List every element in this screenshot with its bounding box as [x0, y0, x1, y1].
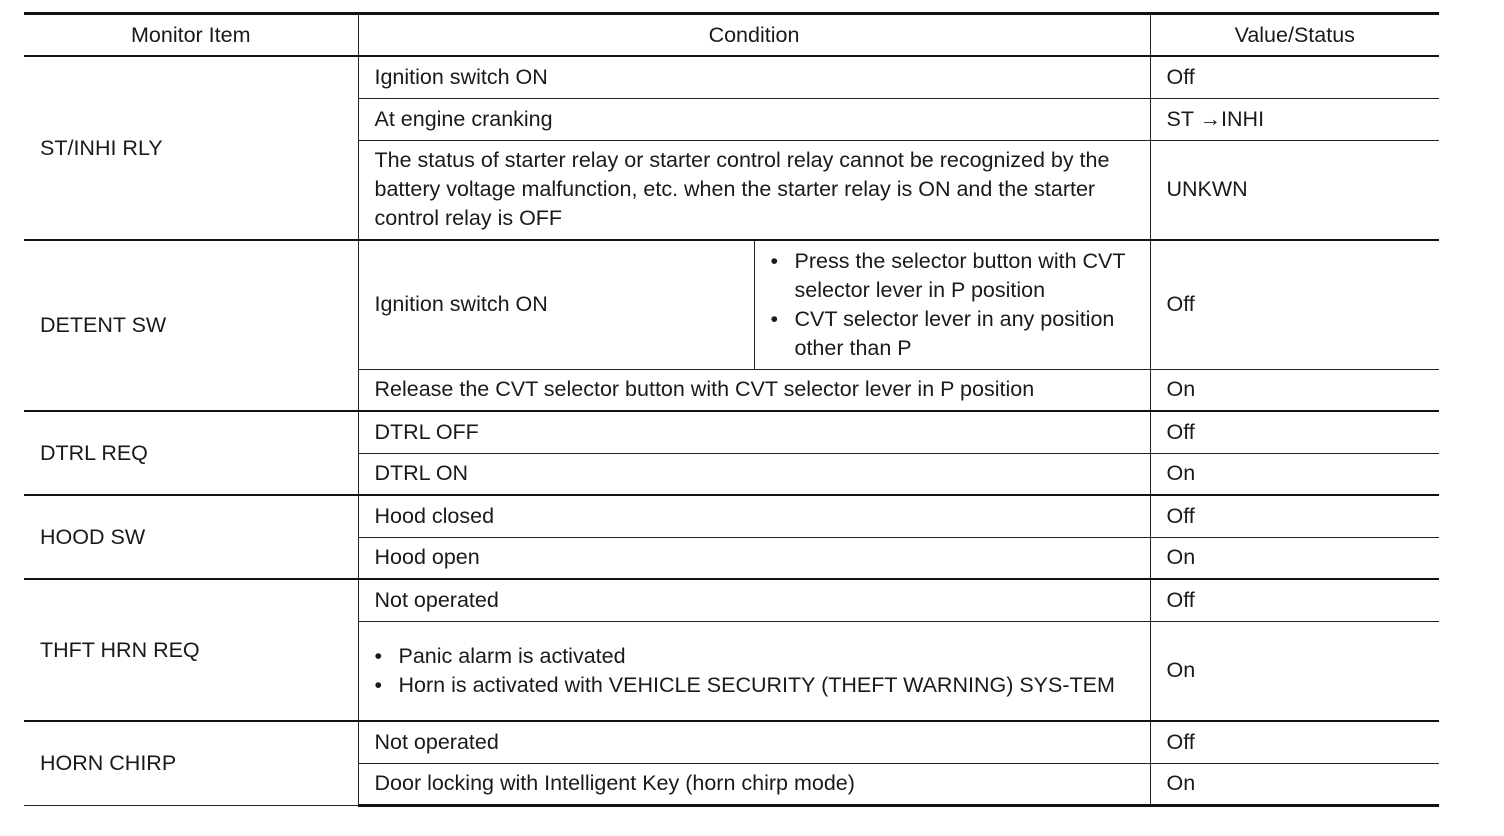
condition-cell: Release the CVT selector button with CVT selector lever in P position [358, 369, 1150, 411]
value-cell: ST →INHI [1150, 98, 1439, 140]
table-row [24, 240, 1439, 369]
value-cell: On [1150, 369, 1439, 411]
value-cell: On [1150, 763, 1439, 805]
value-cell: Off [1150, 721, 1439, 763]
condition-cell [358, 621, 1150, 721]
table-row [24, 495, 1439, 537]
condition-cell: DTRL ON [358, 453, 1150, 495]
condition-cell: Hood open [358, 537, 1150, 579]
monitor-item-document [24, 12, 1439, 807]
value-cell: Off [1150, 240, 1439, 369]
bullet-item: • CVT selector lever in any position other than P [771, 305, 1136, 363]
value-cell: On [1150, 537, 1439, 579]
bullet-item: • Panic alarm is activated [375, 642, 1136, 671]
table-row [24, 411, 1439, 453]
condition-bullet-list [375, 642, 1136, 700]
condition-cell: The status of starter relay or starter control relay cannot be recognized by the battery voltage malfunction, etc. when the starter relay is ON and the starter control relay is OFF [358, 140, 1150, 240]
header-row [24, 14, 1439, 57]
condition-cell: Ignition switch ON [358, 56, 1150, 98]
table-row [24, 721, 1439, 763]
condition-cell: Not operated [358, 579, 1150, 621]
condition-cell: Not operated [358, 721, 1150, 763]
monitor-item-table [24, 12, 1439, 807]
condition-bullet-list [771, 247, 1136, 363]
bullet-item: • Press the selector button with CVT selector lever in P position [771, 247, 1136, 305]
monitor-item-cell: HORN CHIRP [24, 721, 358, 805]
monitor-item-cell: DETENT SW [24, 240, 358, 411]
condition-cell: Door locking with Intelligent Key (horn chirp mode) [358, 763, 1150, 805]
value-cell: Off [1150, 56, 1439, 98]
condition-cell: DTRL OFF [358, 411, 1150, 453]
bullet-item: • Horn is activated with VEHICLE SECURITY (THEFT WARNING) SYS-TEM [375, 671, 1136, 700]
value-cell: Off [1150, 411, 1439, 453]
header-monitor-item: Monitor Item [24, 14, 358, 57]
value-cell: Off [1150, 579, 1439, 621]
condition-detail-cell [754, 240, 1150, 369]
table-row [24, 56, 1439, 98]
header-condition: Condition [358, 14, 1150, 57]
condition-cell: Ignition switch ON [358, 240, 754, 369]
header-value-status: Value/Status [1150, 14, 1439, 57]
value-cell: UNKWN [1150, 140, 1439, 240]
table-row [24, 579, 1439, 621]
monitor-item-cell: DTRL REQ [24, 411, 358, 495]
condition-cell: Hood closed [358, 495, 1150, 537]
monitor-item-cell: ST/INHI RLY [24, 56, 358, 240]
value-cell: On [1150, 621, 1439, 721]
monitor-item-cell: THFT HRN REQ [24, 579, 358, 721]
value-cell: Off [1150, 495, 1439, 537]
monitor-item-cell: HOOD SW [24, 495, 358, 579]
value-cell: On [1150, 453, 1439, 495]
condition-cell: At engine cranking [358, 98, 1150, 140]
